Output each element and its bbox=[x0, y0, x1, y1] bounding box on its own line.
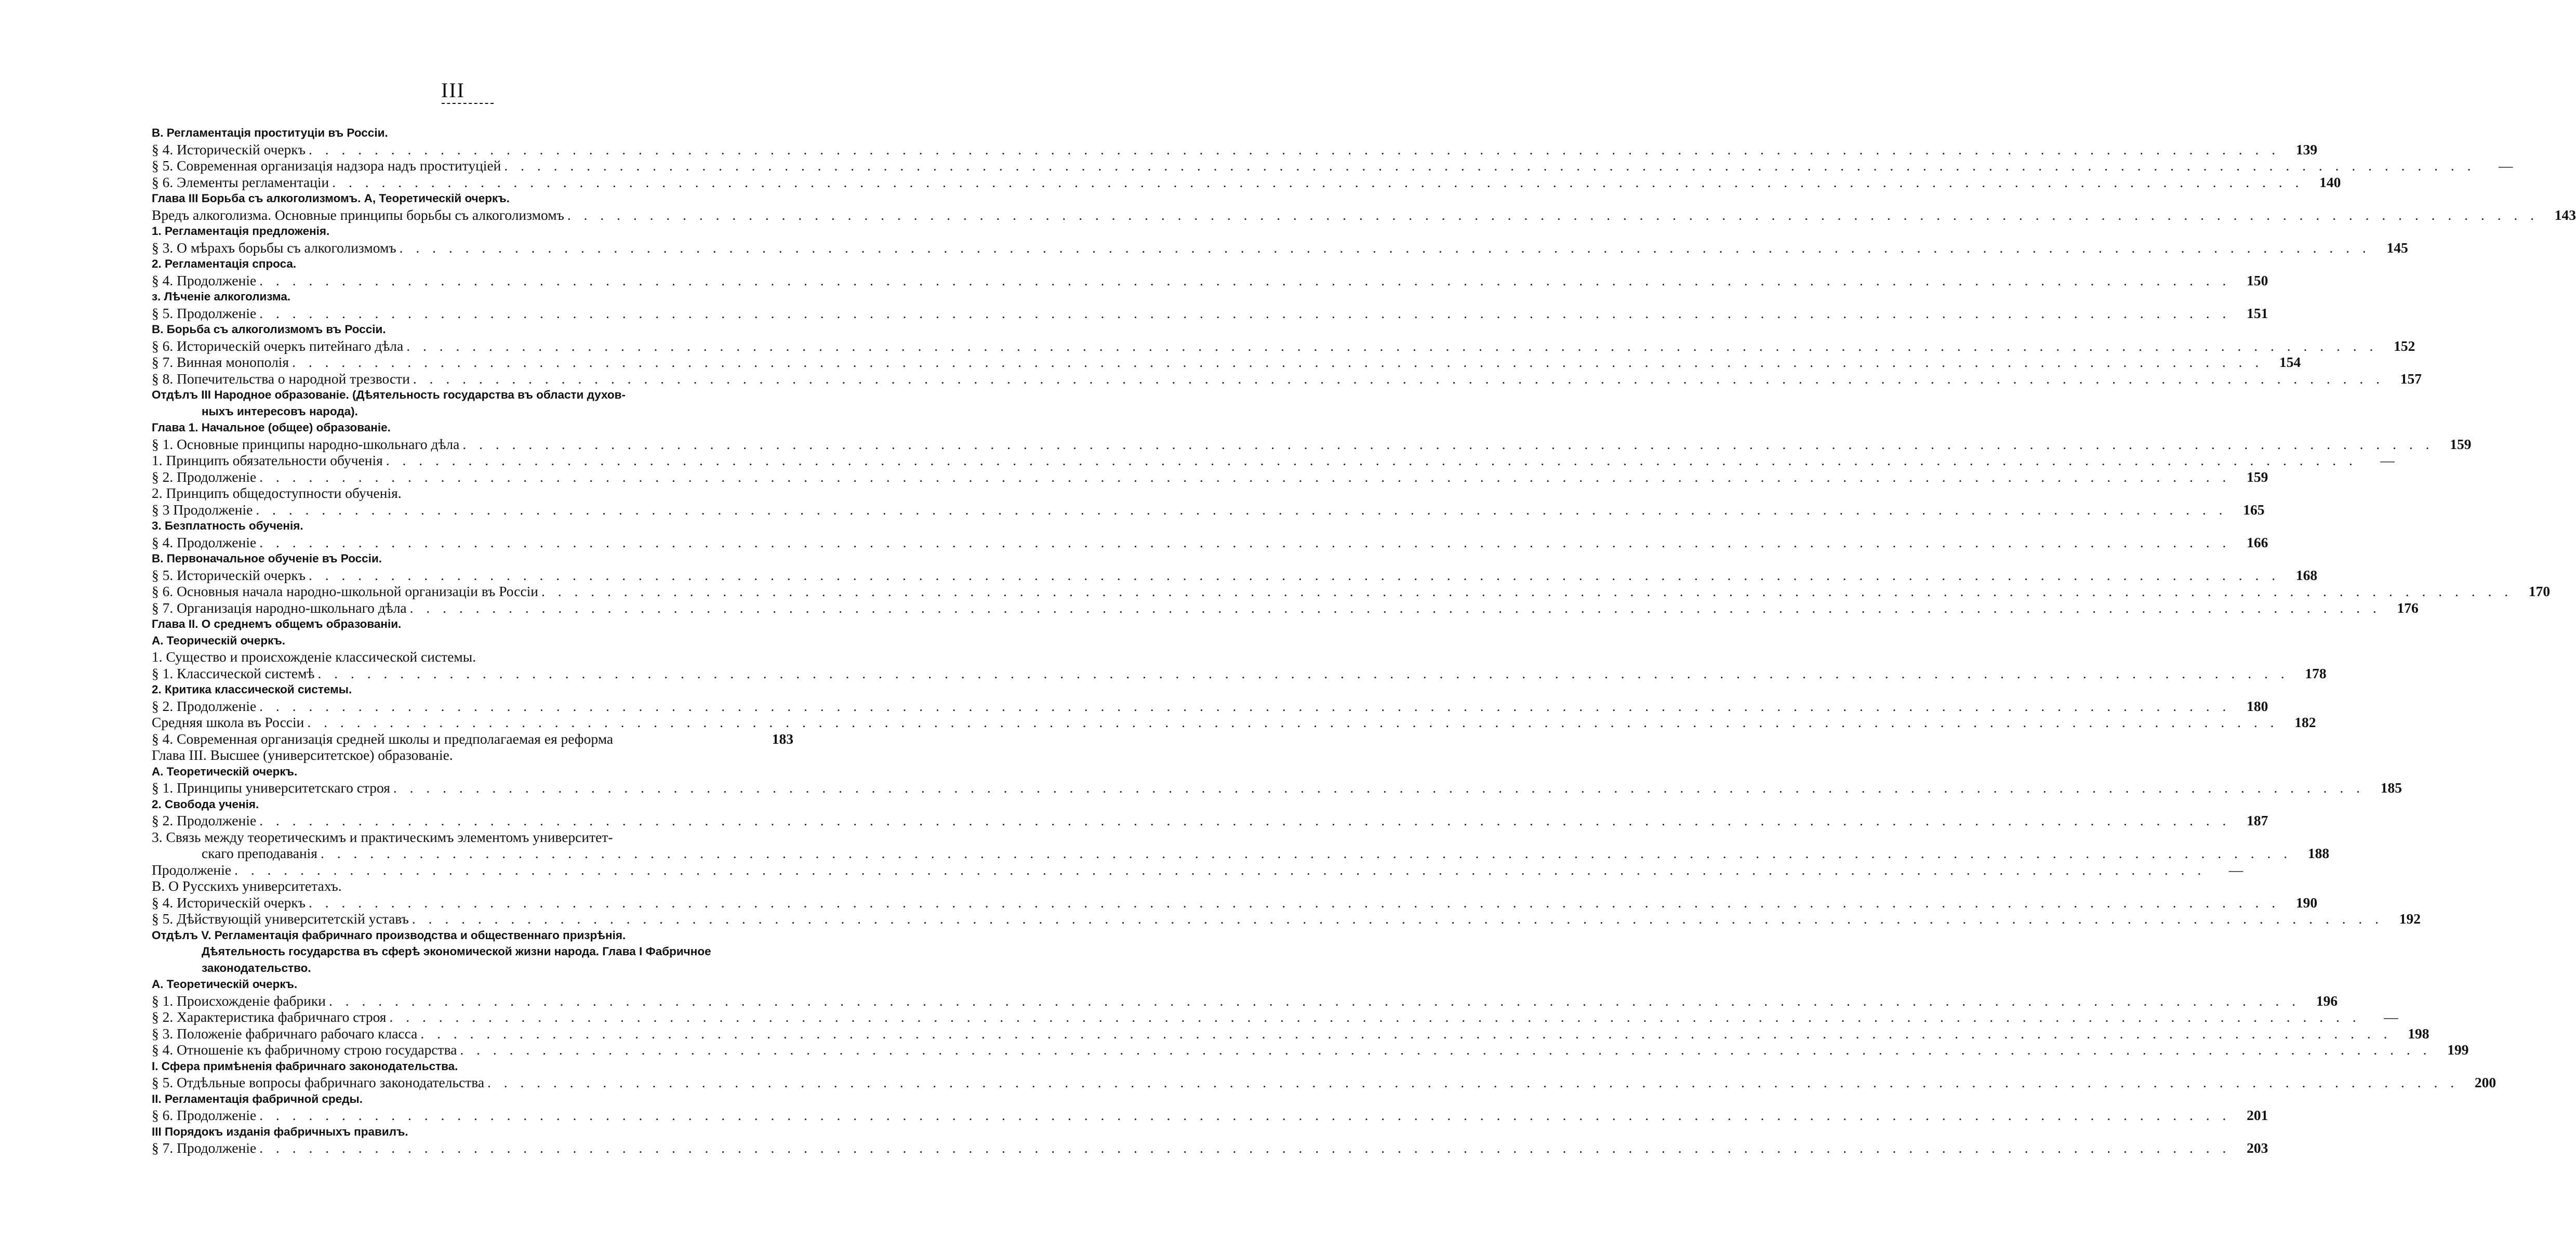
toc-entry bbox=[152, 567, 2318, 584]
toc-page-number: 182 bbox=[2294, 714, 2316, 730]
toc-entry-text: § 2. Продолженіе bbox=[152, 468, 257, 485]
toc-entry bbox=[152, 1074, 2497, 1091]
toc-entry-text: § 2. Характеристика фабричнаго строя bbox=[152, 1009, 387, 1025]
toc-entry-text: § 4. Историческій очеркъ bbox=[152, 141, 306, 157]
toc-page-number: 157 bbox=[2400, 370, 2422, 387]
toc-entry-text: 3. Связь между теоретическимъ и практическимъ элементомъ университет- bbox=[152, 828, 613, 845]
dot-leader: . . . . . . . . . . . . . . . . . . . . . . . . . . . . . . . . . . . . . . . . . . . . . . . . . . . . . . . . . . . . . . . . . . . . . . . . . . . . . . . . . . . . . . . . . . . . . . . . . . . . . . . . . . . . . . . . . . . . . . . . bbox=[393, 780, 2365, 796]
toc-heading bbox=[152, 518, 793, 534]
toc-entry-text: § 5. Дѣйствующій университетскій уставъ bbox=[152, 911, 409, 927]
toc-entry-text: § 5. Продолженіе bbox=[152, 305, 257, 321]
toc-page-number: 203 bbox=[2247, 1140, 2268, 1156]
toc-entry-text: § 6. Продолженіе bbox=[152, 1107, 257, 1123]
toc-entry-text: 3. Безплатность обученія. bbox=[152, 519, 303, 532]
dot-leader: . . . . . . . . . . . . . . . . . . . . . . . . . . . . . . . . . . . . . . . . . . . . . . . . . . . . . . . . . . . . . . . . . . . . . . . . . . . . . . . . . . . . . . . . . . . . . . . . . . . . . . . . . . . . . . . . . . . . . . . . bbox=[487, 1074, 2459, 1090]
toc-entry bbox=[152, 812, 2268, 829]
toc-page-number: 152 bbox=[2394, 337, 2415, 354]
toc-entry bbox=[152, 714, 2316, 731]
toc-page-number: 154 bbox=[2279, 354, 2301, 370]
dot-leader: . . . . . . . . . . . . . . . . . . . . . . . . . . . . . . . . . . . . . . . . . . . . . . . . . . . . . . . . . . . . . . . . . . . . . . . . . . . . . . . . . . . . . . . . . . . . . . . . . . . . . . . . . . . . . . . . . . . . . . . . bbox=[399, 239, 2371, 256]
dot-leader: . . . . . . . . . . . . . . . . . . . . . . . . . . . . . . . . . . . . . . . . . . . . . . . . . . . . . . . . . . . . . . . . . . . . . . . . . . . . . . . . . . . . . . . . . . . . . . . . . . . . . . . . . . . . . . . . . . . . . . . . bbox=[259, 697, 2231, 714]
dot-leader: . . . . . . . . . . . . . . . . . . . . . . . . . . . . . . . . . . . . . . . . . . . . . . . . . . . . . . . . . . . . . . . . . . . . . . . . . . . . . . . . . . . . . . . . . . . . . . . . . . . . . . . . . . . . . . . . . . . . . . . . bbox=[389, 1009, 2361, 1025]
toc-entry bbox=[152, 845, 2330, 862]
toc-page-number: 140 bbox=[2319, 174, 2341, 190]
toc-entry bbox=[152, 174, 2341, 191]
toc-entry-continuation: ныхъ интересовъ народа). bbox=[202, 404, 358, 418]
toc-entry-text: § 2. Продолженіе bbox=[152, 697, 257, 714]
toc-entry bbox=[152, 452, 2395, 469]
toc-page-number: — bbox=[2499, 157, 2513, 174]
toc-entry-text: 1. Существо и происхожденіе классической системы. bbox=[152, 649, 476, 665]
toc-heading bbox=[152, 681, 793, 698]
dot-leader: . . . . . . . . . . . . . . . . . . . . . . . . . . . . . . . . . . . . . . . . . . . . . . . . . . . . . . . . . . . . . . . . . . . . . . . . . . . . . . . . . . . . . . . . . . . . . . . . . . . . . . . . . . . . . . . . . . . . . . . . bbox=[332, 174, 2304, 190]
toc-page-number: — bbox=[2380, 452, 2395, 468]
dot-leader: . . . . . . . . . . . . . . . . . . . . . . . . . . . . . . . . . . . . . . . . . . . . . . . . . . . . . . . . . . . . . . . . . . . . . . . . . . . . . . . . . . . . . . . . . . . . . . . . . . . . . . . . . . . . . . . . . . . . . . . . bbox=[309, 141, 2280, 157]
toc-entry bbox=[152, 1107, 2268, 1124]
toc-page-number: 168 bbox=[2295, 567, 2318, 583]
dot-leader: . . . . . . . . . . . . . . . . . . . . . . . . . . . . . . . . . . . . . . . . . . . . . . . . . . . . . . . . . . . . . . . . . . . . . . . . . . . . . . . . . . . . . . . . . . . . . . . . . . . . . . . . . . . . . . . . . . . . . . . . bbox=[329, 992, 2301, 1009]
toc-entry-text: § 7. Винная монополія bbox=[152, 354, 289, 370]
toc-page-number: 143 bbox=[2554, 206, 2576, 223]
toc-page-number: 178 bbox=[2305, 665, 2327, 681]
toc-entry bbox=[152, 1042, 2469, 1058]
toc-entry bbox=[152, 468, 2268, 485]
dot-leader: . . . . . . . . . . . . . . . . . . . . . . . . . . . . . . . . . . . . . . . . . . . . . . . . . . . . . . . . . . . . . . . . . . . . . . . . . . . . . . . . . . . . . . . . . . . . . . . . . . . . . . . . . . . . . . . . . . . . . . . . bbox=[309, 894, 2280, 911]
dot-leader: . . . . . . . . . . . . . . . . . . . . . . . . . . . . . . . . . . . . . . . . . . . . . . . . . . . . . . . . . . . . . . . . . . . . . . . . . . . . . . . . . . . . . . . . . . . . . . . . . . . . . . . . . . . . . . . . . . . . . . . . bbox=[309, 567, 2280, 583]
toc-heading bbox=[152, 419, 793, 436]
toc-entry-text: Продолженіе bbox=[152, 861, 232, 878]
toc-page-number: 159 bbox=[2450, 436, 2472, 452]
toc-entry bbox=[152, 1009, 2398, 1025]
toc-page-number: 185 bbox=[2380, 780, 2402, 796]
table-of-contents bbox=[152, 125, 2576, 1156]
toc-page-number: 201 bbox=[2247, 1107, 2268, 1123]
dot-leader: . . . . . . . . . . . . . . . . . . . . . . . . . . . . . . . . . . . . . . . . . . . . . . . . . . . . . . . . . . . . . . . . . . . . . . . . . . . . . . . . . . . . . . . . . . . . . . . . . . . . . . . . . . . . . . . . . . . . . . . . bbox=[259, 1140, 2231, 1156]
toc-entry-text: 2. Критика классической системы. bbox=[152, 683, 352, 696]
toc-heading bbox=[152, 1091, 793, 1108]
toc-entry-text: § 3 Продолженіе bbox=[152, 501, 253, 518]
toc-entry-text: 2. Принципъ общедоступности обученія. bbox=[152, 485, 402, 501]
toc-entry-text: § 7. Организація народно-школьнаго дѣла bbox=[152, 599, 407, 616]
toc-entry-text: А. Теоретическій очеркъ. bbox=[152, 765, 298, 778]
toc-entry bbox=[152, 305, 2268, 322]
toc-entry-text: В. Регламентація проституціи въ Россіи. bbox=[152, 126, 388, 139]
toc-page-number: 183 bbox=[772, 730, 793, 747]
toc-heading bbox=[152, 796, 793, 813]
dot-leader: . . . . . . . . . . . . . . . . . . . . . . . . . . . . . . . . . . . . . . . . . . . . . . . . . . . . . . . . . . . . . . . . . . . . . . . . . . . . . . . . . . . . . . . . . . . . . . . . . . . . . . . . . . . . . . . . . . . . . . . . bbox=[504, 157, 2476, 174]
toc-entry-text: § 1. Принципы университетскаго строя bbox=[152, 780, 390, 796]
toc-entry-text: II. Регламентація фабричной среды. bbox=[152, 1092, 363, 1105]
toc-entry-text: § 3. О мѣрахъ борьбы съ алкоголизмомъ bbox=[152, 239, 396, 256]
dot-leader: . . . . . . . . . . . . . . . . . . . . . . . . . . . . . . . . . . . . . . . . . . . . . . . . . . . . . . . . . . . . . . . . . . . . . . . . . . . . . . . . . . . . . . . . . . . . . . . . . . . . . . . . . . . . . . . . . . . . . . . . bbox=[259, 1107, 2231, 1123]
toc-page-number: 159 bbox=[2247, 468, 2268, 485]
dot-leader: . . . . . . . . . . . . . . . . . . . . . . . . . . . . . . . . . . . . . . . . . . . . . . . . . . . . . . . . . . . . . . . . . . . . . . . . . . . . . . . . . . . . . . . . . . . . . . . . . . . . . . . . . . . . . . . . . . . . . . . . bbox=[541, 583, 2513, 599]
toc-entry bbox=[152, 534, 2268, 551]
toc-entry bbox=[152, 1025, 2429, 1042]
toc-page-number: — bbox=[2384, 1009, 2398, 1025]
toc-entry-text: § 1. Происхожденіе фабрики bbox=[152, 992, 326, 1009]
dot-leader: . . . . . . . . . . . . . . . . . . . . . . . . . . . . . . . . . . . . . . . . . . . . . . . . . . . . . . . . . . . . . . . . . . . . . . . . . . . . . . . . . . . . . . . . . . . . . . . . . . . . . . . . . . . . . . . . . . . . . . . . bbox=[413, 370, 2385, 387]
dot-leader: . . . . . . . . . . . . . . . . . . . . . . . . . . . . . . . . . . . . . . . . . . . . . . . . . . . . . . . . . . . . . . . . . . . . . . . . . . . . . . . . . . . . . . . . . . . . . . . . . . . . . . . . . . . . . . . . . . . . . . . . bbox=[259, 272, 2231, 288]
toc-entry-text: з. Лѣченіе алкоголизма. bbox=[152, 290, 291, 303]
toc-page-number: 188 bbox=[2307, 845, 2330, 861]
page-number: III bbox=[441, 78, 465, 102]
toc-entry bbox=[152, 501, 2265, 518]
toc-entry-continuation: Дѣятельность государства въ сферѣ экономической жизни народа. Глава I Фабричное законодательство. bbox=[202, 945, 711, 974]
toc-entry bbox=[152, 911, 2421, 927]
toc-entry-text: § 6. Основныя начала народно-школьной организаціи въ Россіи bbox=[152, 583, 539, 599]
toc-entry-text: Глава 1. Начальное (общее) образованіе. bbox=[152, 421, 391, 434]
toc-heading bbox=[152, 125, 793, 141]
toc-entry bbox=[152, 354, 2301, 371]
toc-heading bbox=[152, 321, 793, 338]
toc-entry bbox=[152, 747, 793, 763]
dot-leader: . . . . . . . . . . . . . . . . . . . . . . . . . . . . . . . . . . . . . . . . . . . . . . . . . . . . . . . . . . . . . . . . . . . . . . . . . . . . . . . . . . . . . . . . . . . . . . . . . . . . . . . . . . . . . . . . . . . . . . . . bbox=[259, 812, 2231, 828]
toc-entry-text: Отдѣлъ V. Регламентація фабричнаго производства и общественнаго призрѣнія. bbox=[152, 928, 626, 942]
toc-entry-text: Глава III. Высшее (университетское) образованіе. bbox=[152, 747, 453, 763]
toc-entry bbox=[152, 780, 2402, 796]
toc-entry bbox=[152, 829, 793, 846]
toc-entry bbox=[152, 599, 2419, 616]
toc-heading bbox=[152, 633, 793, 649]
toc-entry-text: § 8. Попечительства о народной трезвости bbox=[152, 370, 410, 387]
toc-page-number: 180 bbox=[2247, 697, 2268, 714]
toc-entry bbox=[152, 992, 2338, 1009]
toc-page-number: 198 bbox=[2408, 1025, 2429, 1042]
toc-entry bbox=[152, 141, 2318, 158]
toc-entry-continuation: скаго преподаванія bbox=[202, 845, 317, 861]
toc-page-number: 165 bbox=[2243, 501, 2265, 518]
toc-entry-text: § 1. Основные принципы народно-школьнаго дѣла bbox=[152, 436, 460, 452]
toc-entry bbox=[152, 649, 793, 665]
toc-entry-text: 1. Принципъ обязательности обученія bbox=[152, 452, 383, 468]
toc-heading bbox=[152, 190, 793, 207]
toc-heading bbox=[152, 927, 793, 977]
toc-entry-text: § 7. Продолженіе bbox=[152, 1140, 257, 1156]
toc-entry-text: А. Теоретическій очеркъ. bbox=[152, 978, 298, 991]
toc-entry bbox=[152, 861, 2243, 878]
toc-entry bbox=[152, 239, 2408, 256]
toc-page-number: 166 bbox=[2247, 534, 2268, 550]
toc-entry bbox=[152, 370, 2422, 387]
toc-page-number: 151 bbox=[2247, 305, 2268, 321]
toc-heading bbox=[152, 288, 793, 305]
toc-page-number: — bbox=[2228, 861, 2243, 878]
dot-leader: . . . . . . . . . . . . . . . . . . . . . . . . . . . . . . . . . . . . . . . . . . . . . . . . . . . . . . . . . . . . . . . . . . . . . . . . . . . . . . . . . . . . . . . . . . . . . . . . . . . . . . . . . . . . . . . . . . . . . . . . bbox=[460, 1042, 2432, 1058]
toc-entry bbox=[152, 583, 2551, 600]
toc-entry-text: Вредъ алкоголизма. Основные принципы борьбы съ алкоголизмомъ bbox=[152, 206, 564, 223]
toc-heading bbox=[152, 223, 793, 240]
toc-page-number: 192 bbox=[2399, 911, 2421, 927]
toc-entry-text: 2. Свобода ученія. bbox=[152, 797, 259, 811]
toc-entry bbox=[152, 337, 2415, 354]
dot-leader: . . . . . . . . . . . . . . . . . . . . . . . . . . . . . . . . . . . . . . . . . . . . . . . . . . . . . . . . . . . . . . . . . . . . . . . . . . . . . . . . . . . . . . . . . . . . . . . . . . . . . . . . . . . . . . . . . . . . . . . . bbox=[292, 354, 2264, 370]
toc-heading bbox=[152, 616, 793, 633]
toc-entry-text: § 5. Современная организація надзора надъ проституціей bbox=[152, 157, 501, 174]
dot-leader: . . . . . . . . . . . . . . . . . . . . . . . . . . . . . . . . . . . . . . . . . . . . . . . . . . . . . . . . . . . . . . . . . . . . . . . . . . . . . . . . . . . . . . . . . . . . . . . . . . . . . . . . . . . . . . . . . . . . . . . . bbox=[406, 337, 2378, 354]
toc-entry-text: § 4. Современная организація средней школы и предполагаемая ея реформа bbox=[152, 730, 614, 747]
toc-entry bbox=[152, 665, 2327, 682]
dot-leader: . . . . . . . . . . . . . . . . . . . . . . . . . . . . . . . . . . . . . . . . . . . . . . . . . . . . . . . . . . . . . . . . . . . . . . . . . . . . . . . . . . . . . . . . . . . . . . . . . . . . . . . . . . . . . . . . . . . . . . . . bbox=[420, 1025, 2392, 1042]
toc-entry bbox=[152, 697, 2268, 715]
dot-leader: . . . . . . . . . . . . . . . . . . . . . . . . . . . . . . . . . . . . . . . . . . . . . . . . . . . . . . . . . . . . . . . . . . . . . . . . . . . . . . . . . . . . . . . . . . . . . . . . . . . . . . . . . . . . . . . . . . . . . . . . bbox=[317, 665, 2289, 681]
toc-entry-text: Глава III Борьба съ алкоголизмомъ. А, Теоретическій очеркъ. bbox=[152, 192, 510, 205]
toc-entry bbox=[152, 485, 793, 502]
toc-entry bbox=[152, 272, 2268, 289]
toc-entry-text: В. О Русскихъ университетахъ. bbox=[152, 878, 342, 894]
toc-entry-text: § 4. Продолженіе bbox=[152, 534, 257, 550]
dot-leader: . . . . . . . . . . . . . . . . . . . . . . . . . . . . . . . . . . . . . . . . . . . . . . . . . . . . . . . . . . . . . . . . . . . . . . . . . . . . . . . . . . . . . . . . . . . . . . . . . . . . . . . . . . . . . . . . . . . . . . . . bbox=[259, 305, 2231, 321]
dot-leader: . . . . . . . . . . . . . . . . . . . . . . . . . . . . . . . . . . . . . . . . . . . . . . . . . . . . . . . . . . . . . . . . . . . . . . . . . . . . . . . . . . . . . . . . . . . . . . . . . . . . . . . . . . . . . . . . . . . . . . . . bbox=[234, 861, 2206, 878]
toc-entry-text: Отдѣлъ III Народное образованіе. (Дѣятельность государства въ области духов- bbox=[152, 388, 626, 401]
toc-entry-text: § 4. Историческій очеркъ bbox=[152, 894, 306, 911]
dot-leader: . . . . . . . . . . . . . . . . . . . . . . . . . . . . . . . . . . . . . . . . . . . . . . . . . . . . . . . . . . . . . . . . . . . . . . . . . . . . . . . . . . . . . . . . . . . . . . . . . . . . . . . . . . . . . . . . . . . . . . . . bbox=[256, 501, 2227, 518]
toc-page-number: 139 bbox=[2295, 141, 2318, 157]
dot-leader: . . . . . . . . . . . . . . . . . . . . . . . . . . . . . . . . . . . . . . . . . . . . . . . . . . . . . . . . . . . . . . . . . . . . . . . . . . . . . . . . . . . . . . . . . . . . . . . . . . . . . . . . . . . . . . . . . . . . . . . . bbox=[259, 468, 2231, 485]
dot-leader: . . . . . . . . . . . . . . . . . . . . . . . . . . . . . . . . . . . . . . . . . . . . . . . . . . . . . . . . . . . . . . . . . . . . . . . . . . . . . . . . . . . . . . . . . . . . . . . . . . . . . . . . . . . . . . . . . . . . . . . . bbox=[386, 452, 2357, 468]
toc-entry-text: III Порядокъ изданія фабричныхъ правилъ. bbox=[152, 1125, 408, 1138]
toc-entry-text: § 6. Историческій очеркъ питейнаго дѣла bbox=[152, 337, 404, 354]
toc-heading bbox=[152, 387, 793, 419]
toc-page-number: 187 bbox=[2247, 812, 2268, 828]
dot-leader: . . . . . . . . . . . . . . . . . . . . . . . . . . . . . . . . . . . . . . . . . . . . . . . . . . . . . . . . . . . . . . . . . . . . . . . . . . . . . . . . . . . . . . . . . . . . . . . . . . . . . . . . . . . . . . . . . . . . . . . . bbox=[307, 714, 2279, 730]
toc-entry-text: Глава II. О среднемъ общемъ образованіи. bbox=[152, 617, 402, 630]
toc-entry bbox=[152, 1140, 2268, 1156]
toc-entry-text: § 2. Продолженіе bbox=[152, 812, 257, 828]
toc-heading bbox=[152, 976, 793, 993]
dot-leader: . . . . . . . . . . . . . . . . . . . . . . . . . . . . . . . . . . . . . . . . . . . . . . . . . . . . . . . . . . . . . . . . . . . . . . . . . . . . . . . . . . . . . . . . . . . . . . . . . . . . . . . . . . . . . . . . . . . . . . . . bbox=[259, 534, 2231, 550]
toc-entry-text: § 4. Отношеніе къ фабричному строю государства bbox=[152, 1042, 457, 1058]
toc-entry-text: § 4. Продолженіе bbox=[152, 272, 257, 288]
toc-entry bbox=[152, 157, 2513, 174]
toc-entry-text: В. Первоначальное обученіе въ Россіи. bbox=[152, 552, 382, 565]
toc-heading bbox=[152, 1058, 793, 1075]
toc-heading bbox=[152, 1124, 793, 1140]
toc-entry-text: 1. Регламентація предложенія. bbox=[152, 225, 330, 238]
toc-page-number: 200 bbox=[2474, 1074, 2497, 1090]
toc-entry-text: А. Теорическій очеркъ. bbox=[152, 634, 286, 647]
toc-page-number: 150 bbox=[2247, 272, 2268, 288]
toc-entry bbox=[152, 731, 793, 747]
toc-entry-text: § 1. Классической системѣ bbox=[152, 665, 315, 681]
dot-leader: . . . . . . . . . . . . . . . . . . . . . . . . . . . . . . . . . . . . . . . . . . . . . . . . . . . . . . . . . . . . . . . . . . . . . . . . . . . . . . . . . . . . . . . . . . . . . . . . . . . . . . . . . . . . . . . . . . . . . . . . bbox=[320, 845, 2292, 861]
toc-page-number: 190 bbox=[2295, 894, 2318, 911]
toc-heading bbox=[152, 550, 793, 567]
toc-entry bbox=[152, 878, 793, 894]
toc-heading bbox=[152, 256, 793, 272]
toc-entry-text: Средняя школа въ Россіи bbox=[152, 714, 304, 730]
toc-heading bbox=[152, 763, 793, 780]
toc-page-number: 145 bbox=[2386, 239, 2408, 256]
toc-entry-text: § 5. Историческій очеркъ bbox=[152, 567, 306, 583]
toc-page-number: 176 bbox=[2397, 599, 2419, 616]
toc-entry-text: § 3. Положеніе фабричнаго рабочаго класса bbox=[152, 1025, 418, 1042]
toc-entry-text: § 6. Элементы регламентаціи bbox=[152, 174, 329, 190]
toc-entry-text: I. Сфера примѣненія фабричнаго законодательства. bbox=[152, 1059, 458, 1073]
dot-leader: . . . . . . . . . . . . . . . . . . . . . . . . . . . . . . . . . . . . . . . . . . . . . . . . . . . . . . . . . . . . . . . . . . . . . . . . . . . . . . . . . . . . . . . . . . . . . . . . . . . . . . . . . . . . . . . . . . . . . . . . bbox=[409, 599, 2381, 616]
toc-page-number: 170 bbox=[2528, 583, 2551, 599]
dot-leader: . . . . . . . . . . . . . . . . . . . . . . . . . . . . . . . . . . . . . . . . . . . . . . . . . . . . . . . . . . . . . . . . . . . . . . . . . . . . . . . . . . . . . . . . . . . . . . . . . . . . . . . . . . . . . . . . . . . . . . . . bbox=[462, 436, 2434, 452]
dot-leader: . . . . . . . . . . . . . . . . . . . . . . . . . . . . . . . . . . . . . . . . . . . . . . . . . . . . . . . . . . . . . . . . . . . . . . . . . . . . . . . . . . . . . . . . . . . . . . . . . . . . . . . . . . . . . . . . . . . . . . . . bbox=[411, 911, 2383, 927]
toc-entry-text: § 5. Отдѣльные вопросы фабричнаго законодательства bbox=[152, 1074, 485, 1090]
toc-entry-text: В. Борьба съ алкоголизмомъ въ Россіи. bbox=[152, 323, 386, 336]
toc-entry bbox=[152, 206, 2576, 223]
page-number-rule bbox=[442, 103, 494, 104]
toc-entry bbox=[152, 894, 2318, 911]
toc-page-number: 196 bbox=[2316, 992, 2338, 1009]
dot-leader: . . . . . . . . . . . . . . . . . . . . . . . . . . . . . . . . . . . . . . . . . . . . . . . . . . . . . . . . . . . . . . . . . . . . . . . . . . . . . . . . . . . . . . . . . . . . . . . . . . . . . . . . . . . . . . . . . . . . . . . . bbox=[567, 206, 2539, 223]
toc-entry-text: 2. Регламентація спроса. bbox=[152, 257, 297, 270]
toc-page-number: 199 bbox=[2447, 1042, 2469, 1058]
toc-entry bbox=[152, 436, 2472, 453]
